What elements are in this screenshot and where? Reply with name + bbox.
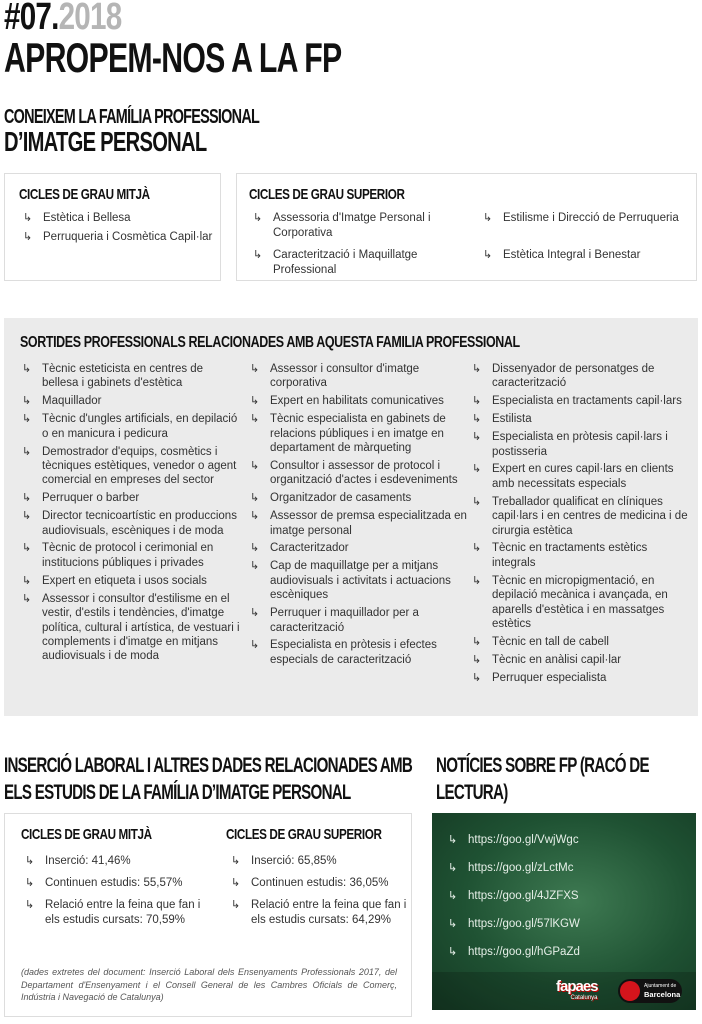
list-item: [248, 541, 468, 555]
noticies-links: [446, 833, 580, 973]
list-item: [20, 412, 240, 441]
item-text: Maquillador: [42, 395, 102, 408]
item-text: Tècnic de protocol i cerimonial en institucions públiques i privades: [42, 542, 214, 569]
list-item: [251, 211, 481, 241]
logos-bar: [432, 972, 696, 1010]
arrow-curved-right-icon: ↳: [448, 890, 458, 902]
arrow-curved-right-icon: ↳: [250, 510, 260, 523]
arrow-curved-right-icon: ↳: [25, 855, 35, 867]
mitja-title: CICLES DE GRAU MITJÀ: [19, 186, 150, 203]
item-text: Estètica i Bellesa: [43, 212, 131, 224]
family-heading-line2: D’IMATGE PERSONAL: [4, 126, 207, 157]
list-item: [248, 412, 468, 455]
item-text: Expert en cures capil·lars en clients amb necessitats especials: [492, 463, 674, 490]
noticies-panel: [432, 813, 696, 1010]
list-item: [248, 638, 468, 667]
arrow-curved-right-icon: ↳: [22, 542, 32, 555]
arrow-curved-right-icon: ↳: [231, 877, 241, 889]
sortides-col2: [248, 362, 468, 671]
arrow-curved-right-icon: ↳: [231, 855, 241, 867]
page-title: APROPEM-NOS A LA FP: [4, 34, 342, 81]
list-item: [23, 898, 213, 928]
item-text: Director tecnicoartístic en produccions audiovisuals, escèniques i de moda: [42, 510, 237, 537]
item-text: Continuen estudis: 36,05%: [251, 877, 389, 889]
source-note: (dades extretes del document: Inserció Laboral dels Ensenyaments Professionals 2017, del Departament d'Ensenyament i el Consell General de les Cambres Oficials de Comerç, Indústria i Navegació de Catalunya): [21, 967, 397, 1002]
list-item: [229, 876, 415, 891]
mitja-box: [4, 173, 221, 281]
arrow-curved-right-icon: ↳: [22, 510, 32, 523]
list-item: [470, 635, 690, 649]
arrow-curved-right-icon: ↳: [472, 653, 482, 666]
list-item: [248, 606, 468, 635]
list-item: [20, 541, 240, 570]
list-item: [470, 394, 690, 408]
arrow-curved-right-icon: ↳: [250, 459, 260, 472]
link-text[interactable]: https://goo.gl/4JZFXS: [468, 890, 579, 902]
arrow-curved-right-icon: ↳: [472, 671, 482, 684]
arrow-curved-right-icon: ↳: [448, 946, 458, 958]
item-text: Relació entre la feina que fan i els estudis cursats: 70,59%: [45, 899, 201, 926]
list-item: [470, 362, 690, 391]
list-item: [20, 394, 240, 408]
list-item: [470, 653, 690, 667]
arrow-curved-right-icon: ↳: [250, 395, 260, 408]
arrow-curved-right-icon: ↳: [483, 249, 493, 261]
arrow-curved-right-icon: ↳: [250, 492, 260, 505]
list-item: [229, 898, 415, 928]
item-text: Estilisme i Direcció de Perruqueria: [503, 212, 679, 224]
list-item: [20, 362, 240, 391]
list-item: [470, 574, 690, 632]
arrow-curved-right-icon: ↳: [22, 492, 32, 505]
item-text: Caracteritzador: [270, 542, 349, 555]
list-item: [470, 541, 690, 570]
sortides-panel: [4, 318, 698, 716]
list-item: [470, 462, 690, 491]
issue-number: #07.2018: [4, 0, 122, 38]
list-item: [470, 412, 690, 426]
arrow-curved-right-icon: ↳: [22, 413, 32, 426]
link-text[interactable]: https://goo.gl/57lKGW: [468, 918, 580, 930]
arrow-curved-right-icon: ↳: [23, 212, 33, 224]
arrow-curved-right-icon: ↳: [250, 560, 260, 573]
list-item: [470, 495, 690, 538]
superior-list: [251, 211, 702, 285]
arrow-curved-right-icon: ↳: [472, 635, 482, 648]
news-link[interactable]: [446, 861, 580, 876]
list-item: [23, 876, 213, 891]
list-item: [21, 230, 212, 245]
list-item: [481, 248, 702, 278]
arrow-curved-right-icon: ↳: [253, 249, 263, 261]
news-link[interactable]: [446, 889, 580, 904]
item-text: Cap de maquillatge per a mitjans audiovisuals i activitats i actuacions escèniques: [270, 560, 451, 602]
insercio-heading: INSERCIÓ LABORAL I ALTRES DADES RELACIONADES AMB ELS ESTUDIS DE LA FAMÍLIA D’IMATGE PERSONAL: [4, 754, 413, 804]
item-text: Tècnic d'ungles artificials, en depilació o en manicura i pedicura: [42, 413, 238, 440]
list-item: [21, 211, 212, 226]
list-item: [251, 248, 481, 278]
item-text: Tècnic en anàlisi capil·lar: [492, 653, 622, 666]
list-item: [470, 671, 690, 685]
item-text: Inserció: 41,46%: [45, 855, 131, 867]
arrow-curved-right-icon: ↳: [472, 413, 482, 426]
superior-box: [236, 173, 697, 281]
arrow-curved-right-icon: ↳: [25, 899, 35, 911]
link-text[interactable]: https://goo.gl/hGPaZd: [468, 946, 580, 958]
arrow-curved-right-icon: ↳: [250, 413, 260, 426]
arrow-curved-right-icon: ↳: [250, 542, 260, 555]
list-item: [248, 509, 468, 538]
arrow-curved-right-icon: ↳: [23, 231, 33, 243]
ajuntament-logo: Ajuntament de Barcelona: [618, 979, 682, 1003]
news-link[interactable]: [446, 833, 580, 848]
list-item: [229, 854, 415, 869]
insercio-superior-title: CICLES DE GRAU SUPERIOR: [226, 826, 382, 843]
list-item: [20, 574, 240, 588]
arrow-curved-right-icon: ↳: [472, 395, 482, 408]
fapaes-logo: fapaes Catalunya: [556, 978, 598, 1001]
barcelona-shield-icon: [620, 981, 640, 1001]
item-text: Estilista: [492, 413, 532, 426]
item-text: Consultor i assessor de protocol i organització d'actes i esdeveniments: [270, 459, 458, 487]
insercio-box: [4, 813, 412, 1017]
noticies-heading: NOTÍCIES SOBRE FP (RACÓ DE LECTURA): [436, 754, 649, 804]
item-text: Demostrador d'equips, cosmètics i tècniques estètiques, venedor o agent comercial en empreses del sector: [42, 445, 237, 487]
arrow-curved-right-icon: ↳: [22, 445, 32, 458]
item-text: Dissenyador de personatges de caracterització: [492, 363, 655, 390]
insercio-mitja-list: [23, 854, 213, 935]
item-text: Perruquer i maquillador per a caracterització: [270, 607, 419, 634]
item-text: Assessor i consultor d'estilisme en el vestir, d'estils i tendències, d'imatge política, cultural i artística, de vestuari i complements i d'imatge en mitjans audiovisuals i de moda: [42, 592, 240, 663]
list-item: [20, 509, 240, 538]
list-item: [248, 559, 468, 602]
list-item: [23, 854, 213, 869]
item-text: Tècnic en tractaments estètics integrals: [492, 542, 648, 569]
arrow-curved-right-icon: ↳: [483, 212, 493, 224]
arrow-curved-right-icon: ↳: [22, 363, 32, 375]
item-text: Tècnic en micropigmentació, en depilació mecànica i avançada, en aparells d'estètica i en massatges estètics: [492, 574, 668, 630]
list-item: [248, 394, 468, 408]
news-link[interactable]: [446, 945, 580, 960]
arrow-curved-right-icon: ↳: [250, 607, 260, 620]
link-text[interactable]: https://goo.gl/zLctMc: [468, 862, 574, 874]
item-text: Organitzador de casaments: [270, 492, 412, 505]
item-text: Perruqueria i Cosmètica Capil·lar: [43, 231, 213, 243]
item-text: Relació entre la feina que fan i els estudis cursats: 64,29%: [251, 899, 407, 926]
arrow-curved-right-icon: ↳: [250, 363, 260, 375]
item-text: Estètica Integral i Benestar: [503, 249, 641, 261]
arrow-curved-right-icon: ↳: [472, 363, 482, 375]
item-text: Treballador qualificat en clíniques capil·lars i en centres de medicina i de cirurgia estètica: [492, 495, 688, 537]
item-text: Especialista en pròtesis i efectes especials de caracterització: [270, 639, 437, 666]
item-text: Expert en etiqueta i usos socials: [42, 574, 207, 587]
item-text: Continuen estudis: 55,57%: [45, 877, 183, 889]
link-text[interactable]: https://goo.gl/VwjWgc: [468, 834, 579, 846]
mitja-list: [21, 211, 212, 249]
item-text: Especialista en pròtesis capil·lars i postisseria: [492, 431, 668, 458]
item-text: Assessor i consultor d'imatge corporativa: [270, 363, 420, 390]
item-text: Perruquer especialista: [492, 671, 607, 684]
list-item: [248, 459, 468, 488]
sortides-col3: [470, 362, 690, 689]
arrow-curved-right-icon: ↳: [253, 212, 263, 224]
arrow-curved-right-icon: ↳: [448, 862, 458, 874]
sortides-col1: [20, 362, 240, 667]
item-text: Caracterització i Maquillatge Professional: [273, 249, 418, 276]
item-text: Inserció: 65,85%: [251, 855, 337, 867]
item-text: Tècnic en tall de cabell: [492, 635, 609, 648]
list-item: [481, 211, 702, 241]
list-item: [20, 592, 240, 664]
list-item: [20, 491, 240, 505]
item-text: Especialista en tractaments capil·lars: [492, 395, 682, 408]
list-item: [248, 491, 468, 505]
item-text: Assessor de premsa especialitzada en imatge personal: [270, 510, 467, 537]
item-text: Perruquer o barber: [42, 492, 140, 505]
arrow-curved-right-icon: ↳: [231, 899, 241, 911]
superior-title: CICLES DE GRAU SUPERIOR: [249, 186, 405, 203]
arrow-curved-right-icon: ↳: [472, 574, 482, 587]
arrow-curved-right-icon: ↳: [22, 592, 32, 605]
list-item: [248, 362, 468, 391]
arrow-curved-right-icon: ↳: [472, 463, 482, 476]
item-text: Tècnic especialista en gabinets de relacions públiques i en imatge en departament de màrqueting: [270, 413, 446, 455]
insercio-mitja-title: CICLES DE GRAU MITJÀ: [21, 826, 152, 843]
list-item: [470, 430, 690, 459]
arrow-curved-right-icon: ↳: [472, 542, 482, 555]
arrow-curved-right-icon: ↳: [22, 395, 32, 408]
arrow-curved-right-icon: ↳: [448, 834, 458, 846]
news-link[interactable]: [446, 917, 580, 932]
arrow-curved-right-icon: ↳: [22, 574, 32, 587]
item-text: Assessoria d'Imatge Personal i Corporativa: [273, 212, 431, 239]
item-text: Expert en habilitats comunicatives: [270, 395, 444, 408]
arrow-curved-right-icon: ↳: [472, 495, 482, 508]
arrow-curved-right-icon: ↳: [250, 639, 260, 652]
sortides-title: SORTIDES PROFESSIONALS RELACIONADES AMB AQUESTA FAMILIA PROFESSIONAL: [20, 334, 520, 351]
insercio-superior-list: [229, 854, 415, 935]
list-item: [20, 445, 240, 488]
item-text: Tècnic esteticista en centres de bellesa i gabinets d'estètica: [42, 363, 204, 390]
arrow-curved-right-icon: ↳: [472, 431, 482, 444]
arrow-curved-right-icon: ↳: [448, 918, 458, 930]
family-heading-line1: CONEIXEM LA FAMÍLIA PROFESSIONAL: [4, 106, 260, 128]
arrow-curved-right-icon: ↳: [25, 877, 35, 889]
